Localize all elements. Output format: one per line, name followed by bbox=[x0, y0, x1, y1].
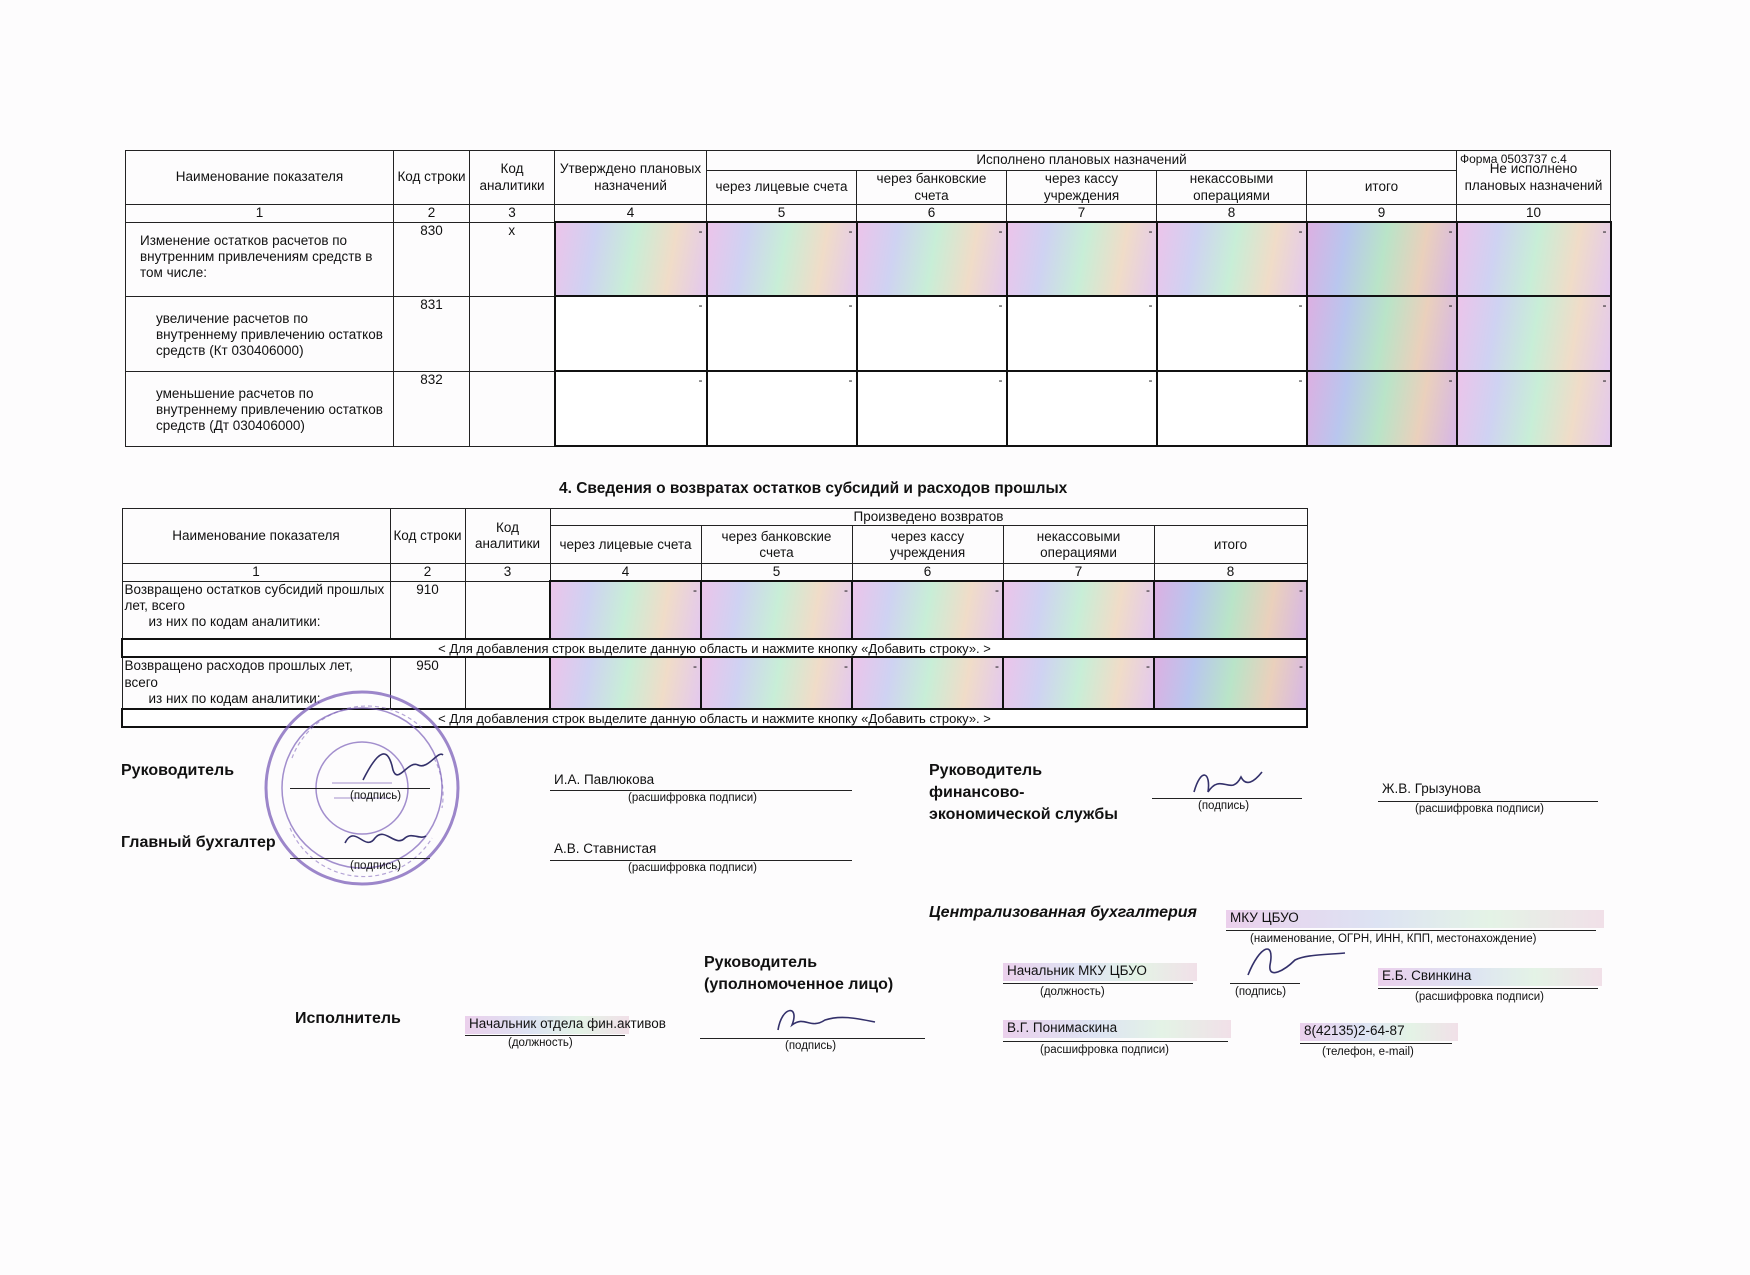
col-number: 3 bbox=[465, 564, 550, 582]
col-header-not-executed: Не исполнено плановых назначений bbox=[1457, 151, 1611, 205]
executor-name: В.Г. Понимаскина bbox=[1003, 1020, 1231, 1038]
row-label: увеличение расчетов по внутреннему привлечению остатков средств (Кт 030406000) bbox=[126, 296, 394, 371]
col-header-analytic: Код аналитики bbox=[470, 151, 555, 205]
central-accounting-value: МКУ ЦБУО bbox=[1226, 910, 1604, 928]
position-caption: (должность) bbox=[508, 1037, 573, 1049]
col-header-personal: через лицевые счета bbox=[550, 526, 701, 564]
value-cell[interactable]: - bbox=[1154, 581, 1307, 639]
row-code: 830 bbox=[394, 222, 470, 296]
value-cell[interactable]: - bbox=[1007, 371, 1157, 446]
value-cell[interactable]: - bbox=[1154, 657, 1307, 709]
value-cell[interactable]: - bbox=[1157, 296, 1307, 371]
head-name: И.А. Павлюкова bbox=[554, 772, 655, 787]
value-cell[interactable]: - bbox=[852, 657, 1003, 709]
col-header-noncash: некассовыми операциями bbox=[1003, 526, 1154, 564]
value-cell[interactable]: - bbox=[1307, 371, 1457, 446]
value-cell[interactable]: - bbox=[555, 371, 707, 446]
col-header-code: Код строки bbox=[390, 509, 465, 564]
sign-caption: (подпись) bbox=[350, 860, 402, 872]
phone-caption: (телефон, e-mail) bbox=[1322, 1046, 1414, 1058]
row-label-sub: из них по кодам аналитики: bbox=[148, 614, 321, 630]
central-accounting-caption: (наименование, ОГРН, ИНН, КПП, местонахождение) bbox=[1250, 933, 1537, 945]
value-cell[interactable]: - bbox=[555, 296, 707, 371]
col-header-name: Наименование показателя bbox=[122, 509, 390, 564]
row-label-main: Возвращено остатков субсидий прошлых лет, всего bbox=[124, 581, 385, 614]
row-label bbox=[122, 581, 390, 639]
col-number: 7 bbox=[1007, 205, 1157, 223]
row-label-main: Возвращено расходов прошлых лет, всего bbox=[124, 658, 353, 690]
col-number: 6 bbox=[852, 564, 1003, 582]
row-code: 910 bbox=[390, 581, 465, 639]
row-analytic bbox=[470, 296, 555, 371]
central-accounting-label: Централизованная бухгалтерия bbox=[929, 904, 1197, 921]
col-number: 8 bbox=[1154, 564, 1307, 582]
col-header-noncash: некассовыми операциями bbox=[1157, 171, 1307, 205]
sign-caption: (подпись) bbox=[350, 790, 402, 802]
value-cell[interactable]: - bbox=[1007, 296, 1157, 371]
value-cell[interactable]: - bbox=[550, 581, 701, 639]
col-header-code: Код строки bbox=[394, 151, 470, 205]
chief-accountant-label: Главный бухгалтер bbox=[121, 834, 276, 851]
col-number: 9 bbox=[1307, 205, 1457, 223]
col-header-bank: через банковские счета bbox=[857, 171, 1007, 205]
value-cell[interactable]: - bbox=[701, 657, 852, 709]
executor-signature bbox=[770, 1000, 880, 1040]
row-analytic bbox=[465, 657, 550, 709]
table-row bbox=[126, 222, 1611, 296]
col-number: 2 bbox=[394, 205, 470, 223]
authorized-name: Е.Б. Свинкина bbox=[1378, 968, 1602, 986]
col-number: 3 bbox=[470, 205, 555, 223]
decode-caption: (расшифровка подписи) bbox=[1415, 991, 1544, 1003]
value-cell[interactable]: - bbox=[1307, 296, 1457, 371]
col-number: 1 bbox=[126, 205, 394, 223]
value-cell[interactable]: - bbox=[1457, 222, 1611, 296]
col-number: 5 bbox=[707, 205, 857, 223]
col-header-cash: через кассу учреждения bbox=[852, 526, 1003, 564]
phone-value: 8(42135)2-64-87 bbox=[1300, 1023, 1458, 1041]
col-header-returned: Произведено возвратов bbox=[550, 509, 1307, 526]
authorized-label-line: (уполномоченное лицо) bbox=[704, 976, 894, 993]
authorized-label bbox=[704, 952, 893, 996]
fin-head-name: Ж.В. Грызунова bbox=[1382, 781, 1481, 796]
value-cell[interactable]: - bbox=[857, 371, 1007, 446]
executor-position: Начальник отдела фин.активов bbox=[465, 1016, 629, 1034]
col-number: 8 bbox=[1157, 205, 1307, 223]
row-analytic bbox=[470, 371, 555, 446]
col-number: 4 bbox=[550, 564, 701, 582]
fin-head-label bbox=[929, 760, 1118, 826]
authorized-label-line: Руководитель bbox=[704, 954, 818, 971]
section-4-title: 4. Сведения о возвратах остатков субсидий и расходов прошлых bbox=[559, 480, 1068, 497]
col-header-cash: через кассу учреждения bbox=[1007, 171, 1157, 205]
value-cell[interactable]: - bbox=[1007, 222, 1157, 296]
col-header-total: итого bbox=[1307, 171, 1457, 205]
col-header-analytic: Код аналитики bbox=[465, 509, 550, 564]
col-header-name: Наименование показателя bbox=[126, 151, 394, 205]
value-cell[interactable]: - bbox=[550, 657, 701, 709]
table-row bbox=[126, 371, 1611, 446]
col-header-approved: Утверждено плановых назначений bbox=[555, 151, 707, 205]
position-caption: (должность) bbox=[1040, 986, 1105, 998]
value-cell[interactable]: - bbox=[555, 222, 707, 296]
chief-accountant-signature bbox=[340, 818, 430, 858]
row-code: 831 bbox=[394, 296, 470, 371]
value-cell[interactable]: - bbox=[1003, 657, 1154, 709]
value-cell[interactable]: - bbox=[1457, 371, 1611, 446]
value-cell[interactable]: - bbox=[1307, 222, 1457, 296]
value-cell[interactable]: - bbox=[707, 371, 857, 446]
head-signature bbox=[358, 740, 448, 790]
col-number: 6 bbox=[857, 205, 1007, 223]
table-row bbox=[126, 296, 1611, 371]
fin-head-label-line: экономической службы bbox=[929, 806, 1118, 823]
fin-head-label-line: Руководитель bbox=[929, 762, 1043, 779]
row-label-sub: из них по кодам аналитики: bbox=[148, 690, 321, 706]
row-analytic bbox=[465, 581, 550, 639]
value-cell[interactable]: - bbox=[1157, 222, 1307, 296]
executor-label: Исполнитель bbox=[295, 1010, 401, 1027]
col-header-executed: Исполнено плановых назначений bbox=[707, 151, 1457, 171]
row-label: уменьшение расчетов по внутреннему привлечению остатков средств (Дт 030406000) bbox=[126, 371, 394, 446]
col-header-bank: через банковские счета bbox=[701, 526, 852, 564]
fin-head-signature bbox=[1186, 762, 1266, 802]
value-cell[interactable]: - bbox=[857, 296, 1007, 371]
sign-caption: (подпись) bbox=[785, 1040, 837, 1052]
col-number: 1 bbox=[122, 564, 390, 582]
col-number: 7 bbox=[1003, 564, 1154, 582]
col-header-personal: через лицевые счета bbox=[707, 171, 857, 205]
row-label: Изменение остатков расчетов по внутренним привлечениям средств в том числе: bbox=[126, 222, 394, 296]
col-header-total: итого bbox=[1154, 526, 1307, 564]
sign-caption: (подпись) bbox=[1198, 800, 1250, 812]
sign-caption: (подпись) bbox=[1235, 986, 1287, 998]
value-cell[interactable]: - bbox=[1157, 371, 1307, 446]
value-cell[interactable]: - bbox=[707, 296, 857, 371]
value-cell[interactable]: - bbox=[701, 581, 852, 639]
value-cell[interactable]: - bbox=[857, 222, 1007, 296]
head-label: Руководитель bbox=[121, 762, 235, 779]
decode-caption: (расшифровка подписи) bbox=[1415, 803, 1544, 815]
fin-head-label-line: финансово- bbox=[929, 784, 1025, 801]
col-number: 5 bbox=[701, 564, 852, 582]
authorized-position: Начальник МКУ ЦБУО bbox=[1003, 963, 1197, 981]
add-row-area[interactable]: < Для добавления строк выделите данную область и нажмите кнопку «Добавить строку». > bbox=[122, 639, 1307, 657]
value-cell[interactable]: - bbox=[707, 222, 857, 296]
col-number: 10 bbox=[1457, 205, 1611, 223]
row-code: 950 bbox=[390, 657, 465, 709]
decode-caption: (расшифровка подписи) bbox=[1040, 1044, 1169, 1056]
decode-caption: (расшифровка подписи) bbox=[628, 792, 757, 804]
plan-execution-table bbox=[125, 150, 1612, 447]
add-row-area[interactable]: < Для добавления строк выделите данную область и нажмите кнопку «Добавить строку». > bbox=[122, 709, 1307, 727]
decode-caption: (расшифровка подписи) bbox=[628, 862, 757, 874]
chief-accountant-name: А.В. Ставнистая bbox=[554, 841, 657, 856]
value-cell[interactable]: - bbox=[1003, 581, 1154, 639]
form-number: Форма 0503737 с.4 bbox=[1460, 152, 1567, 166]
value-cell[interactable]: - bbox=[852, 581, 1003, 639]
row-analytic: x bbox=[470, 222, 555, 296]
col-number: 2 bbox=[390, 564, 465, 582]
authorized-signature bbox=[1240, 935, 1350, 985]
table-row bbox=[122, 581, 1307, 639]
col-number: 4 bbox=[555, 205, 707, 223]
row-code: 832 bbox=[394, 371, 470, 446]
value-cell[interactable]: - bbox=[1457, 296, 1611, 371]
